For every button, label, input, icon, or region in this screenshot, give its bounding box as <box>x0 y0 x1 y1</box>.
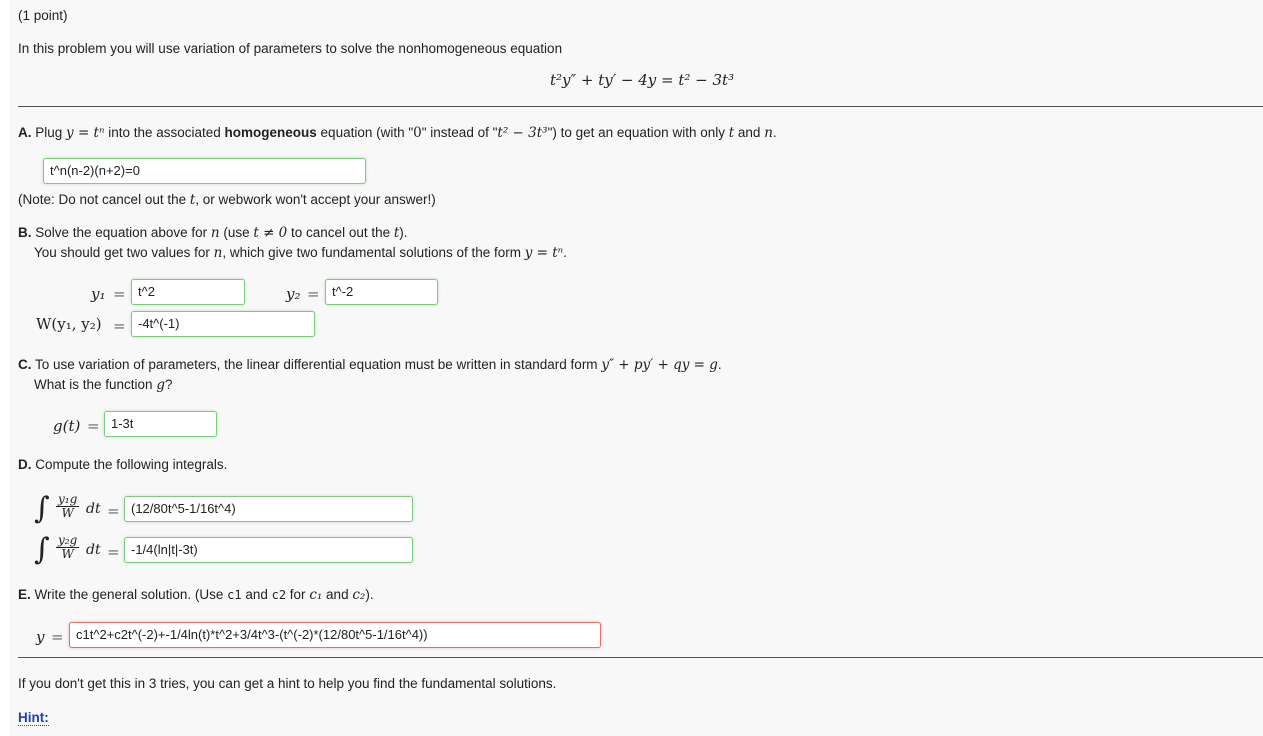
integrand-2 <box>56 534 79 561</box>
part-e-instructions: E. Write the general solution. (Use c1 and c2 for c₁ and c₂). <box>18 587 374 603</box>
y1-label: y₁ <box>91 285 106 303</box>
wronskian-equals: = <box>113 317 126 335</box>
integral-1-input[interactable]: (12/80t^5-1/16t^4) <box>124 496 413 522</box>
part-c-instructions: C. To use variation of parameters, the linear differential equation must be written in standard form y″ + py′ + qy = g. <box>18 357 722 373</box>
points-label: (1 point) <box>18 8 68 23</box>
g-input[interactable]: 1-3t <box>104 411 217 437</box>
y2-label: y₂ <box>286 285 301 303</box>
answer-input-a[interactable]: t^n(n-2)(n+2)=0 <box>43 158 366 184</box>
integrand-1-denominator: W <box>61 506 74 520</box>
divider-top <box>18 106 1263 107</box>
y-equals: = <box>51 628 64 646</box>
wronskian-label: W(y₁, y₂) <box>36 315 102 333</box>
integral-1-equals: = <box>107 502 120 520</box>
integrand-1 <box>56 493 79 520</box>
substitution: y = tⁿ <box>66 125 105 141</box>
part-d-letter: D. <box>18 457 32 472</box>
hint-link[interactable]: Hint: <box>18 710 49 725</box>
part-a-note: (Note: Do not cancel out the t, or webwork won't accept your answer!) <box>18 192 436 208</box>
main-equation: t²y″ + ty′ − 4y = t² − 3t³ <box>550 71 735 89</box>
part-b-instructions: B. Solve the equation above for n (use t ≠ 0 to cancel out the t). <box>18 225 408 241</box>
integrand-1-numerator: y₁g <box>58 492 78 506</box>
integral-sign-2: ∫ <box>34 532 50 567</box>
y2-equals: = <box>307 285 320 303</box>
g-label: g(t) <box>53 417 81 435</box>
intro-text: In this problem you will use variation of parameters to solve the nonhomogeneous equation <box>18 41 563 56</box>
part-a-instructions: A. Plug y = tⁿ into the associated homogeneous equation (with "0" instead of "t² − 3t³") to get an equation with only t and n. <box>18 125 777 141</box>
integral-sign-1: ∫ <box>34 491 50 526</box>
dt-1: dt <box>86 501 101 517</box>
part-a-letter: A. <box>18 125 32 140</box>
general-solution-input[interactable]: c1t^2+c2t^(-2)+-1/4ln(t)*t^2+3/4t^3-(t^(-2)*(12/80t^5-1/16t^4)) <box>69 622 601 648</box>
y1-equals: = <box>113 285 126 303</box>
integral-2-input[interactable]: -1/4(ln|t|-3t) <box>124 537 413 563</box>
part-e-letter: E. <box>18 587 31 602</box>
part-c-instructions-2: What is the function g? <box>34 377 173 393</box>
part-c-letter: C. <box>18 357 32 372</box>
y-label: y <box>36 628 45 646</box>
hint-info-text: If you don't get this in 3 tries, you can get a hint to help you find the fundamental solutions. <box>18 676 557 691</box>
part-d-instructions: D. Compute the following integrals. <box>18 457 228 472</box>
integrand-2-numerator: y₂g <box>58 533 78 547</box>
wronskian-input[interactable]: -4t^(-1) <box>131 311 315 337</box>
divider-bottom <box>18 657 1263 658</box>
part-b-letter: B. <box>18 225 32 240</box>
part-b-instructions-2: You should get two values for n, which give two fundamental solutions of the form y = tⁿ. <box>34 245 567 261</box>
y1-input[interactable]: t^2 <box>131 279 245 305</box>
y2-input[interactable]: t^-2 <box>325 279 438 305</box>
integrand-2-denominator: W <box>61 547 74 561</box>
hint-link-wrapper <box>18 710 49 725</box>
integral-2-equals: = <box>107 543 120 561</box>
dt-2: dt <box>86 542 101 558</box>
g-equals: = <box>87 417 100 435</box>
